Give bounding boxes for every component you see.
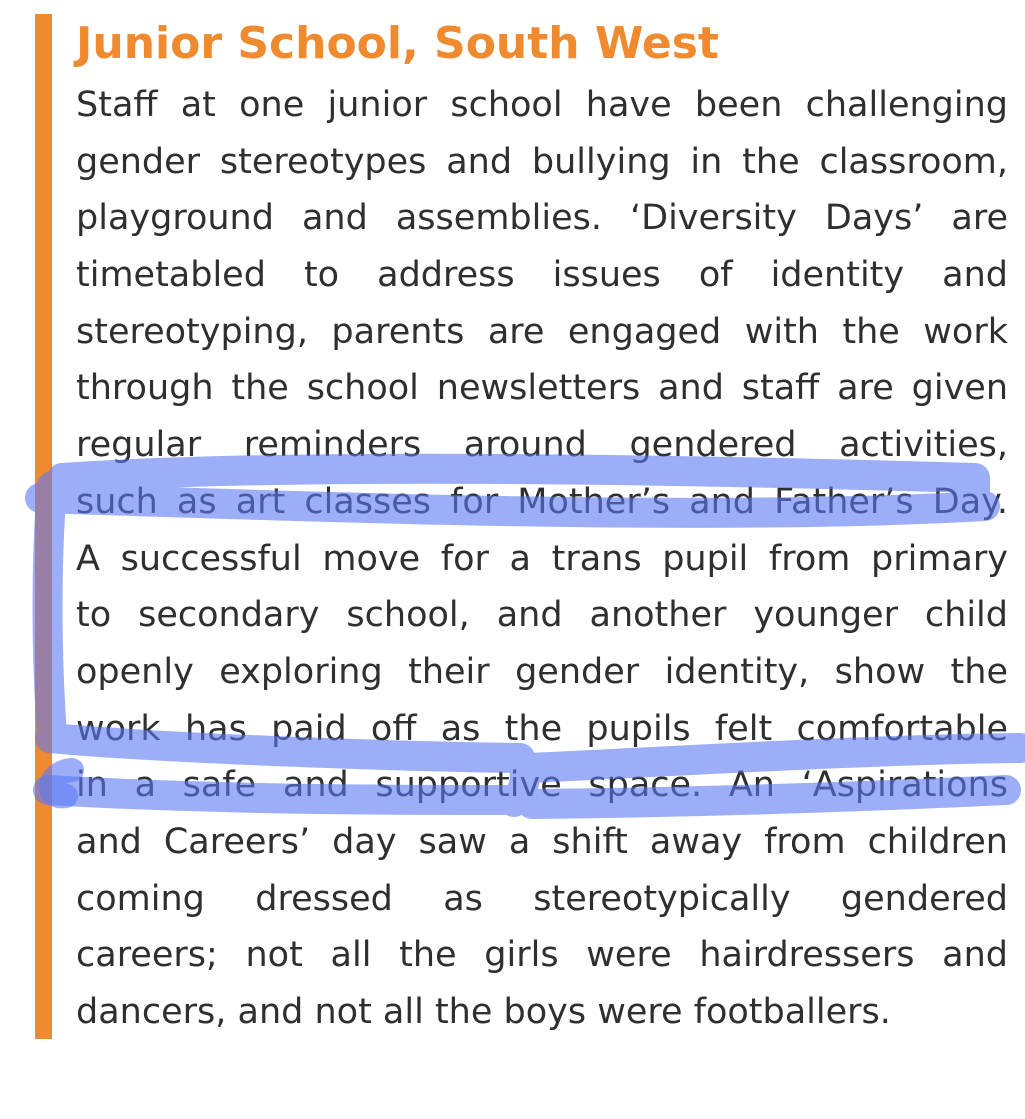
body-line: through the school newsletters and staff are given (76, 368, 1008, 409)
body-line: stereotyping, parents are engaged with the work (76, 311, 1008, 352)
body-line: to secondary school, and another younger child (76, 595, 1008, 636)
article-heading: Junior School, South West (76, 18, 719, 69)
body-line: timetabled to address issues of identity and (76, 255, 1008, 296)
body-line: in a safe and supportive space. An ‘Aspirations (76, 765, 1008, 806)
body-line: playground and assemblies. ‘Diversity Days’ are (76, 198, 1008, 239)
body-line: such as art classes for Mother’s and Father’s Day. (76, 481, 1008, 522)
body-line: work has paid off as the pupils felt comfortable (76, 708, 1008, 749)
body-line: dancers, and not all the boys were footballers. (76, 992, 891, 1032)
body-line: Staff at one junior school have been challenging (76, 85, 1008, 125)
body-line: gender stereotypes and bullying in the classroom, (76, 141, 1008, 182)
accent-bar (35, 14, 52, 1039)
body-line: A successful move for a trans pupil from primary (76, 538, 1008, 579)
highlighter-hook (51, 770, 72, 796)
body-line: careers; not all the girls were hairdressers and (76, 935, 1008, 976)
body-line: openly exploring their gender identity, show the (76, 651, 1008, 692)
body-line: coming dressed as stereotypically gendered (76, 878, 1008, 919)
body-line: and Careers’ day saw a shift away from children (76, 821, 1008, 862)
article-body (76, 77, 1008, 1041)
body-line: regular reminders around gendered activities, (76, 425, 1008, 466)
